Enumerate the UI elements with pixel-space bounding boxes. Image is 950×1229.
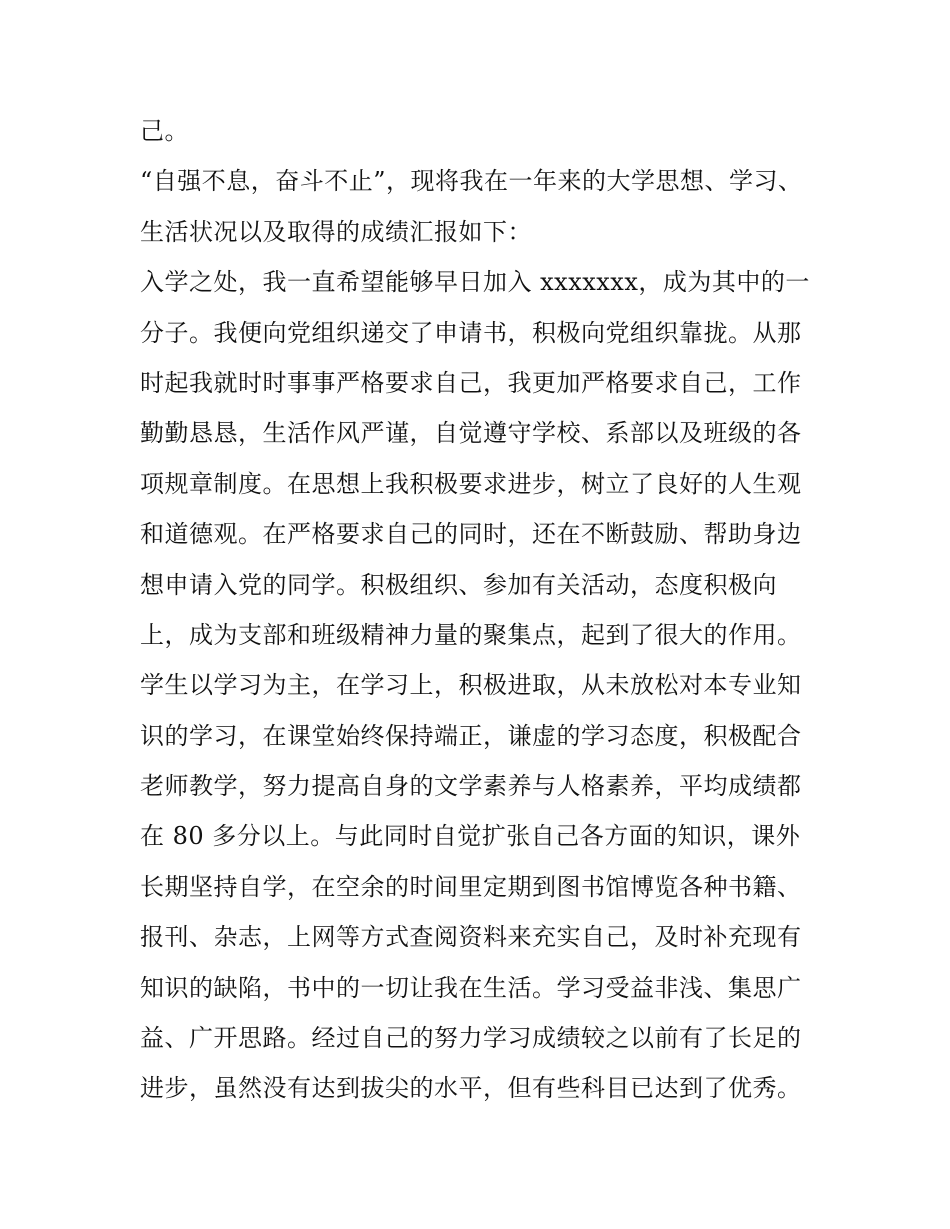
text-line: 时起我就时时事事严格要求自己，我更加严格要求自己，工作 bbox=[140, 368, 802, 397]
text-line: 知识的缺陷，书中的一切让我在生活。学习受益非浅、集思广 bbox=[140, 973, 802, 1002]
text-line: 报刊、杂志，上网等方式查阅资料来充实自己，及时补充现有 bbox=[140, 923, 802, 952]
text-line: 在 80 多分以上。与此同时自觉扩张自己各方面的知识，课外 bbox=[140, 822, 801, 851]
text-line: 学生以学习为主，在学习上，积极进取，从未放松对本专业知 bbox=[140, 671, 802, 700]
text-line: 益、广开思路。经过自己的努力学习成绩较之以前有了长足的 bbox=[140, 1024, 802, 1053]
text-line: 己。 bbox=[140, 117, 189, 145]
text-line: 长期坚持自学，在空余的时间里定期到图书馆博览各种书籍、 bbox=[140, 872, 802, 901]
text-line: 上，成为支部和班级精神力量的聚集点，起到了很大的作用。 bbox=[140, 620, 802, 649]
text-line: 分子。我便向党组织递交了申请书，积极向党组织靠拢。从那 bbox=[140, 318, 802, 347]
text-line: 项规章制度。在思想上我积极要求进步，树立了良好的人生观 bbox=[140, 469, 802, 498]
text-line: 识的学习，在课堂始终保持端正，谦虚的学习态度，积极配合 bbox=[140, 721, 802, 750]
text-line: 进步，虽然没有达到拔尖的水平，但有些科目已达到了优秀。 bbox=[140, 1074, 802, 1103]
document-body bbox=[140, 106, 820, 1114]
text-line: 生活状况以及取得的成绩汇报如下： bbox=[140, 217, 532, 246]
text-line: 勤勤恳恳，生活作风严谨，自觉遵守学校、系部以及班级的各 bbox=[140, 419, 802, 448]
text-line: 和道德观。在严格要求自己的同时，还在不断鼓励、帮助身边 bbox=[140, 520, 802, 549]
text-line: 老师教学，努力提高自身的文学素养与人格素养，平均成绩都 bbox=[140, 772, 802, 801]
text-line: “自强不息，奋斗不止”，现将我在一年来的大学思想、学习、 bbox=[140, 167, 803, 196]
text-line: 入学之处，我一直希望能够早日加入 xxxxxxx，成为其中的一 bbox=[140, 268, 810, 297]
text-line: 想申请入党的同学。积极组织、参加有关活动，态度积极向 bbox=[140, 570, 777, 599]
